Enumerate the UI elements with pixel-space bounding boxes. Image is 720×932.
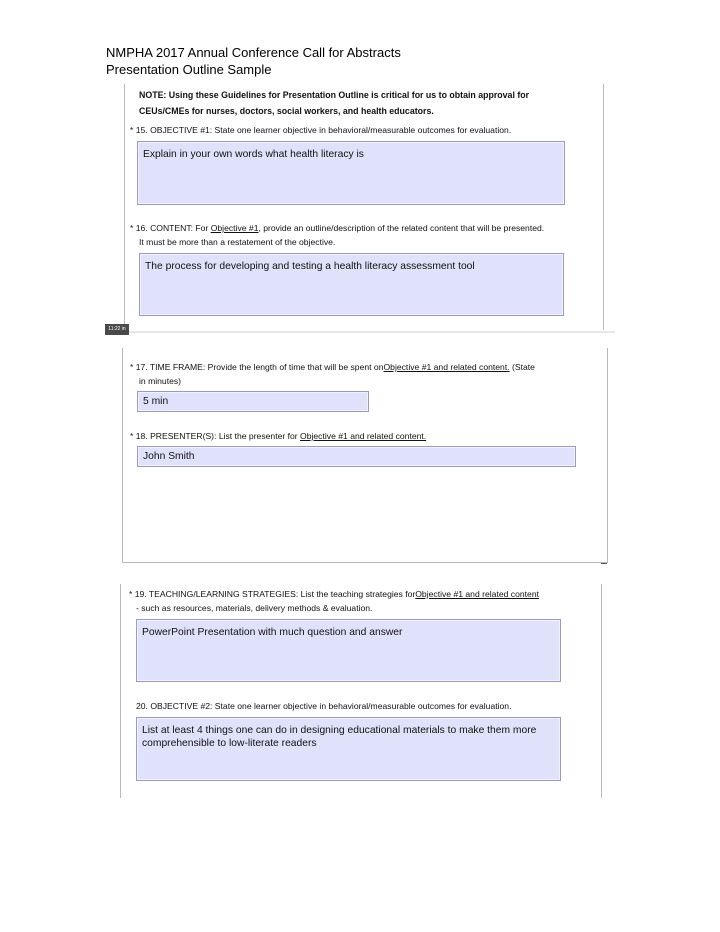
timestamp-badge: 11:22 in (105, 324, 129, 335)
q17-prefix: * 17. TIME FRAME: Provide the length of time that will be spent on (130, 362, 384, 372)
page-dash (601, 563, 607, 564)
q18-objective-link[interactable]: Objective #1 and related content. (300, 431, 427, 441)
q19-label (129, 587, 539, 615)
document-subtitle: Presentation Outline Sample (106, 62, 272, 77)
q18-label (130, 429, 426, 443)
q16-suffix: , provide an outline/description of the related content that will be presented. (258, 223, 545, 233)
q16-prefix: * 16. CONTENT: For (130, 223, 211, 233)
note-line-2: CEUs/CMEs for nurses, doctors, social workers, and health educators. (139, 106, 434, 116)
q16-answer-field[interactable]: The process for developing and testing a health literacy assessment tool (139, 253, 564, 316)
q20-answer-field[interactable]: List at least 4 things one can do in designing educational materials to make them more comprehensible to low-literate readers (136, 717, 561, 781)
q20-label: 20. OBJECTIVE #2: State one learner objective in behavioral/measurable outcomes for evaluation. (136, 701, 512, 711)
q15-answer-field[interactable]: Explain in your own words what health literacy is (137, 141, 565, 205)
q17-label (130, 360, 535, 388)
document-header (106, 44, 401, 78)
q18-prefix: * 18. PRESENTER(S): List the presenter for (130, 431, 301, 441)
q19-answer-field[interactable]: PowerPoint Presentation with much question and answer (136, 619, 561, 682)
q16-objective-link[interactable]: Objective #1 (210, 223, 259, 233)
q17-answer-field[interactable]: 5 min (137, 391, 369, 412)
screenshot-divider (105, 331, 615, 333)
q17-objective-link[interactable]: Objective #1 and related content. (383, 362, 510, 372)
q19-objective-link[interactable]: Objective #1 and related content (415, 589, 539, 599)
guidelines-note (139, 87, 529, 119)
q19-prefix: * 19. TEACHING/LEARNING STRATEGIES: List the teaching strategies for (129, 589, 416, 599)
q18-answer-field[interactable]: John Smith (137, 446, 576, 467)
note-line-1: NOTE: Using these Guidelines for Presentation Outline is critical for us to obtain approval for (139, 90, 530, 100)
q15-label: * 15. OBJECTIVE #1: State one learner objective in behavioral/measurable outcomes for evaluation. (130, 125, 512, 135)
q17-suffix: (State (509, 362, 535, 372)
q19-line-2: - such as resources, materials, delivery methods & evaluation. (136, 603, 373, 613)
q17-line-2: in minutes) (139, 376, 182, 386)
q16-line-2: It must be more than a restatement of the objective. (139, 237, 336, 247)
document-title: NMPHA 2017 Annual Conference Call for Abstracts (106, 45, 401, 60)
q16-label (130, 221, 544, 249)
